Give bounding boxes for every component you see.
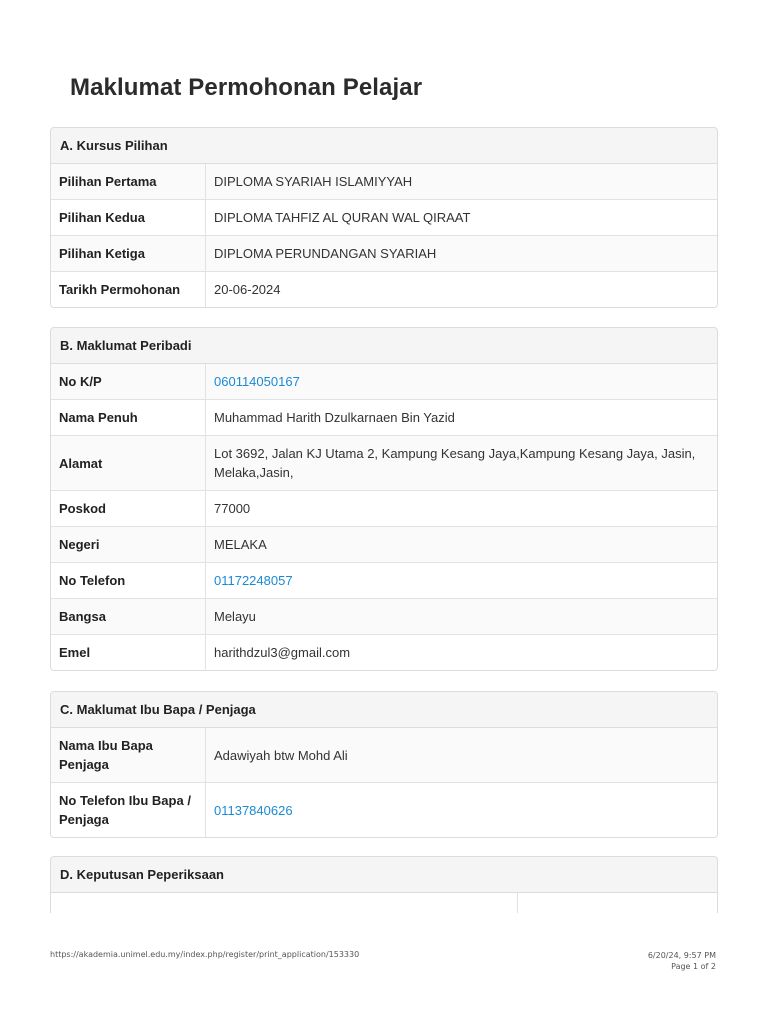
postcode-label: Poskod	[51, 491, 206, 527]
table-row	[51, 563, 717, 599]
table-row	[51, 728, 717, 783]
state-label: Negeri	[51, 527, 206, 563]
application-date-value: 20-06-2024	[206, 272, 718, 308]
guardian-phone-link[interactable]: 01137840626	[214, 802, 293, 818]
page-number: Page 1 of 2	[671, 962, 716, 971]
table-row	[51, 783, 717, 838]
address-value: Lot 3692, Jalan KJ Utama 2, Kampung Kesang Jaya,Kampung Kesang Jaya, Jasin, Melaka,Jasin,	[206, 436, 718, 491]
phone-link[interactable]: 01172248057	[214, 573, 293, 588]
application-date-label: Tarikh Permohonan	[51, 272, 206, 308]
second-choice-value: DIPLOMA TAHFIZ AL QURAN WAL QIRAAT	[206, 200, 718, 236]
ic-number-label: No K/P	[51, 364, 206, 400]
table-row	[51, 164, 717, 200]
footer-meta	[648, 950, 716, 972]
page-title: Maklumat Permohonan Pelajar	[70, 74, 423, 101]
third-choice-label: Pilihan Ketiga	[51, 236, 206, 272]
table-row	[51, 436, 717, 491]
column-divider	[517, 893, 518, 913]
first-choice-value: DIPLOMA SYARIAH ISLAMIYYAH	[206, 164, 718, 200]
third-choice-value: DIPLOMA PERUNDANGAN SYARIAH	[206, 236, 718, 272]
table-row	[51, 635, 717, 671]
personal-info-table	[51, 364, 717, 670]
section-b-heading: B. Maklumat Peribadi	[51, 328, 717, 364]
race-value: Melayu	[206, 599, 718, 635]
section-exam-results	[50, 856, 718, 913]
second-choice-label: Pilihan Kedua	[51, 200, 206, 236]
race-label: Bangsa	[51, 599, 206, 635]
email-value: harithdzul3@gmail.com	[206, 635, 718, 671]
email-label: Emel	[51, 635, 206, 671]
first-choice-label: Pilihan Pertama	[51, 164, 206, 200]
table-row	[51, 272, 717, 308]
section-guardian-info	[50, 691, 718, 838]
section-c-heading: C. Maklumat Ibu Bapa / Penjaga	[51, 692, 717, 728]
full-name-label: Nama Penuh	[51, 400, 206, 436]
exam-results-table	[51, 892, 717, 913]
full-name-value: Muhammad Harith Dzulkarnaen Bin Yazid	[206, 400, 718, 436]
ic-number-link[interactable]: 060114050167	[214, 374, 300, 389]
footer-url: https://akademia.unimel.edu.my/index.php/register/print_application/153330	[50, 950, 360, 959]
table-row	[51, 491, 717, 527]
section-d-heading: D. Keputusan Peperiksaan	[51, 857, 717, 892]
table-row	[51, 400, 717, 436]
table-row	[51, 599, 717, 635]
section-course-choice	[50, 127, 718, 308]
guardian-info-table	[51, 728, 717, 837]
section-a-heading: A. Kursus Pilihan	[51, 128, 717, 164]
table-row	[51, 527, 717, 563]
postcode-value: 77000	[206, 491, 718, 527]
print-datetime: 6/20/24, 9:57 PM	[647, 951, 716, 960]
table-row	[51, 236, 717, 272]
section-personal-info	[50, 327, 718, 671]
state-value: MELAKA	[206, 527, 718, 563]
table-row	[51, 200, 717, 236]
guardian-name-value: Adawiyah btw Mohd Ali	[206, 728, 718, 783]
phone-label: No Telefon	[51, 563, 206, 599]
table-row	[51, 364, 717, 400]
address-label: Alamat	[51, 436, 206, 491]
guardian-phone-label: No Telefon Ibu Bapa / Penjaga	[51, 783, 206, 838]
course-choice-table	[51, 164, 717, 307]
guardian-name-label: Nama Ibu Bapa Penjaga	[51, 728, 206, 783]
